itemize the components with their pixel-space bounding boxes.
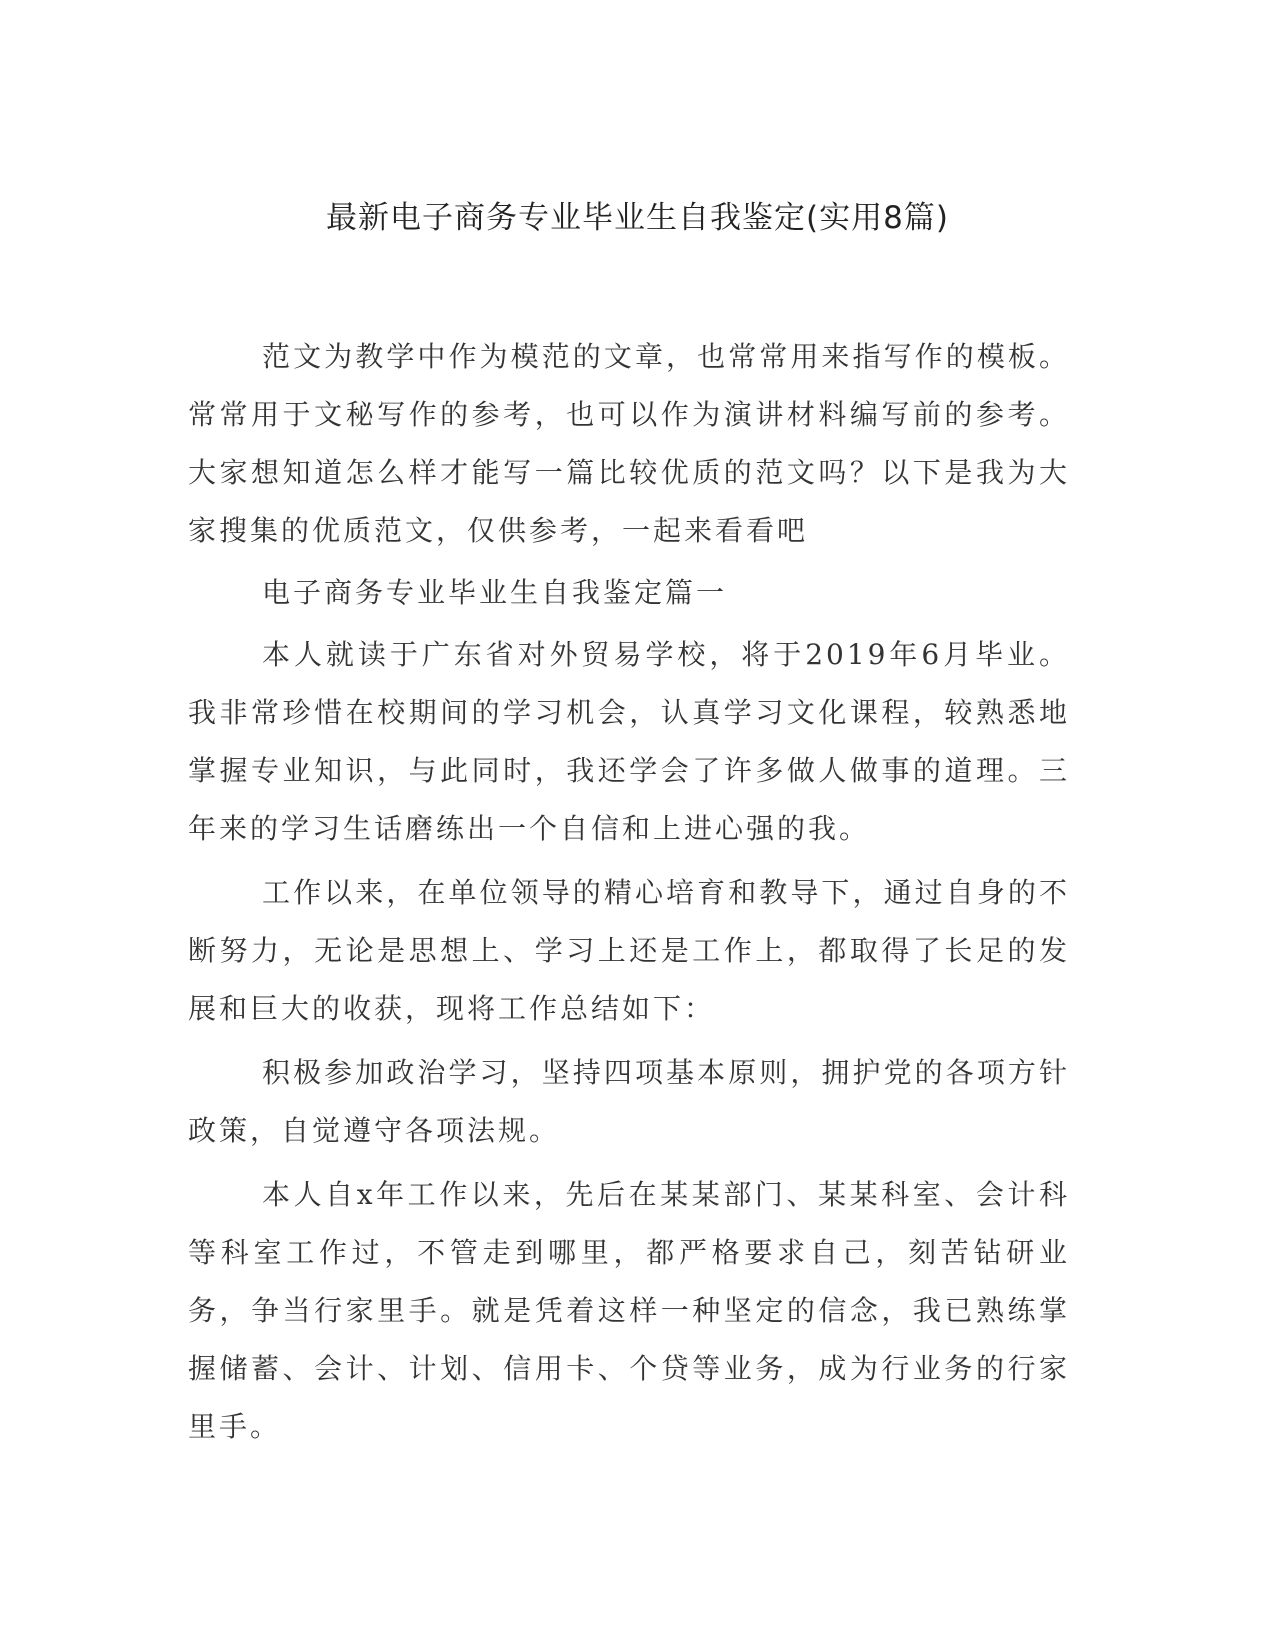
intro-paragraph: 范文为教学中作为模范的文章，也常常用来指写作的模板。常常用于文秘写作的参考，也可以作为演讲材料编写前的参考。大家想知道怎么样才能写一篇比较优质的范文吗？以下是我为大家搜集的优质范文，仅供参考，一起来看看吧 [188, 340, 1070, 547]
document-body [188, 328, 1070, 1462]
body-paragraph-3: 积极参加政治学习，坚持四项基本原则，拥护党的各项方针政策，自觉遵守各项法规。 [188, 1056, 1070, 1147]
body-paragraph-1: 本人就读于广东省对外贸易学校，将于2019年6月毕业。我非常珍惜在校期间的学习机会，认真学习文化课程，较熟悉地掌握专业知识，与此同时，我还学会了许多做人做事的道理。三年来的学习生话磨练出一个自信和上进心强的我。 [188, 638, 1070, 845]
document-title: 最新电子商务专业毕业生自我鉴定(实用8篇) [326, 200, 949, 236]
body-paragraph-2: 工作以来，在单位领导的精心培育和教导下，通过自身的不断努力，无论是思想上、学习上还是工作上，都取得了长足的发展和巨大的收获，现将工作总结如下： [188, 876, 1070, 1025]
section-heading: 电子商务专业毕业生自我鉴定篇一 [262, 576, 728, 609]
body-paragraph-4: 本人自x年工作以来，先后在某某部门、某某科室、会计科等科室工作过，不管走到哪里，都严格要求自己，刻苦钻研业务，争当行家里手。就是凭着这样一种坚定的信念，我已熟练掌握储蓄、会计、计划、信用卡、个贷等业务，成为行业务的行家里手。 [188, 1178, 1070, 1443]
